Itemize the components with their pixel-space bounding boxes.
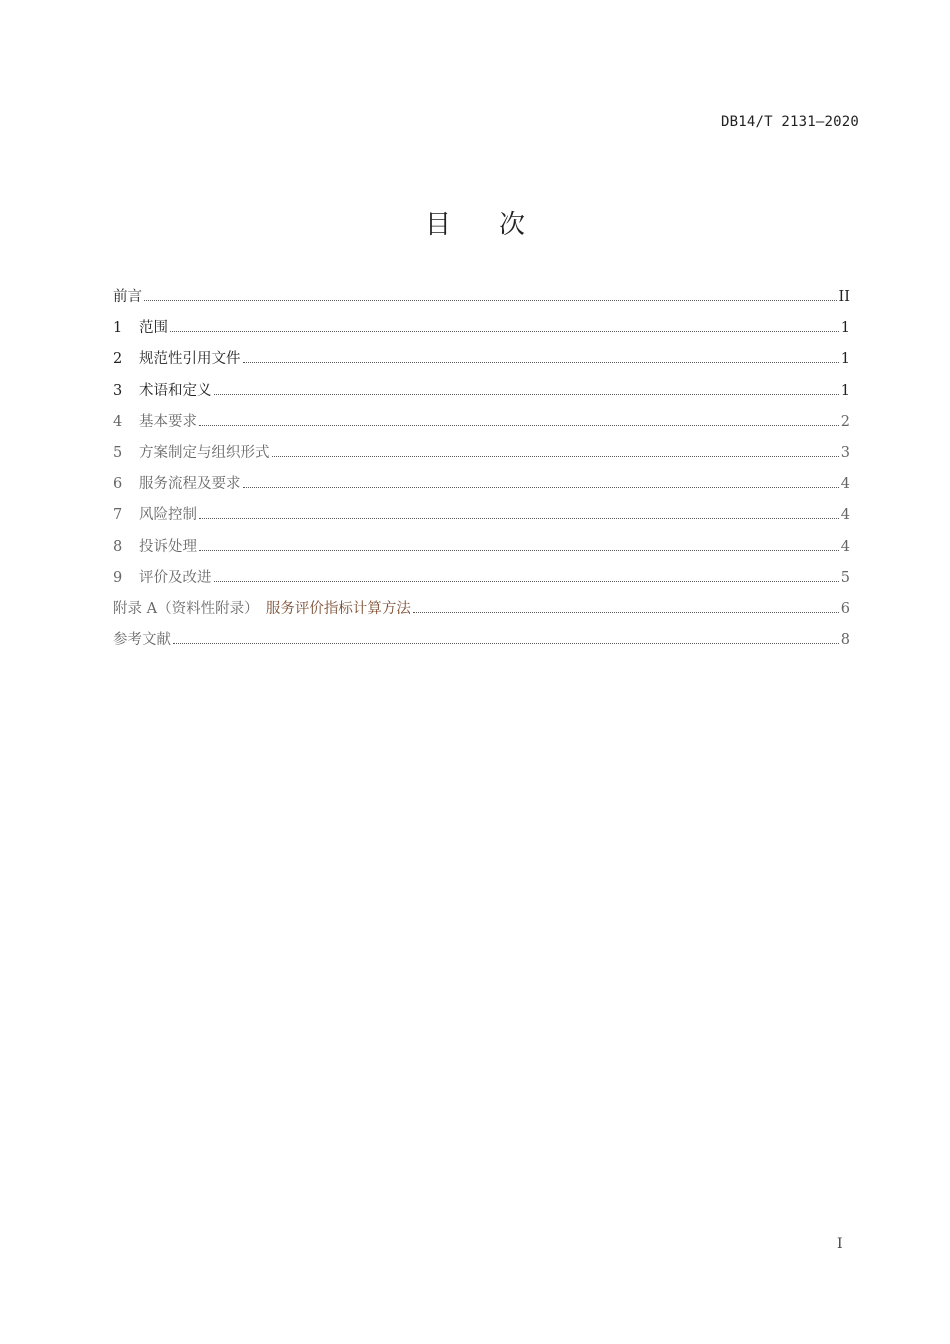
toc-entry[interactable]: [113, 629, 850, 660]
toc-dot-leader: [199, 424, 839, 426]
toc-entry[interactable]: [113, 286, 850, 317]
toc-dot-leader: [243, 361, 839, 363]
toc-dot-leader: [214, 393, 839, 395]
toc-dot-leader: [214, 580, 839, 582]
toc-dot-leader: [199, 549, 839, 551]
toc-entry-label-text: 服务流程及要求: [139, 476, 241, 493]
toc-entry[interactable]: [113, 317, 850, 348]
toc-entry-page: 3: [840, 444, 850, 461]
toc-title-char-1: 目: [424, 210, 451, 240]
toc-entry-label-text: 基本要求: [139, 413, 197, 430]
toc-entry-label: [139, 504, 197, 526]
toc-dot-leader: [272, 455, 839, 457]
toc-entry[interactable]: [113, 536, 850, 567]
toc-dot-leader: [173, 642, 839, 644]
toc-entry[interactable]: [113, 411, 850, 442]
toc-entry[interactable]: [113, 348, 850, 379]
toc-entry[interactable]: [113, 442, 850, 473]
toc-entry[interactable]: [113, 567, 850, 598]
toc-entry-label: [139, 442, 270, 464]
toc-entry-page: 4: [840, 538, 850, 555]
toc-entry-page: 2: [840, 413, 850, 430]
toc-entry-label-text: 规范性引用文件: [139, 351, 241, 368]
toc-entry-page: 1: [840, 320, 850, 337]
toc-entry-label: [113, 629, 171, 651]
toc-entry-label: [139, 536, 197, 558]
toc-entry-page: 4: [840, 507, 850, 524]
page-number: I: [837, 1236, 843, 1252]
toc-entry-label-text: 评价及改进: [139, 569, 212, 586]
toc-entry-number: 8: [113, 538, 123, 555]
toc-entry-label: [113, 286, 142, 308]
toc-entry-number: 7: [113, 507, 123, 524]
toc-dot-leader: [243, 486, 839, 488]
toc-title: [0, 204, 950, 241]
toc-entry-page: 1: [840, 382, 850, 399]
toc-entry-label-text: 范围: [139, 320, 168, 337]
toc-entry-page: II: [838, 289, 850, 305]
toc-entry-label-text: 术语和定义: [139, 382, 212, 399]
toc-dot-leader: [144, 299, 837, 301]
toc-entry[interactable]: [113, 380, 850, 411]
toc-title-char-2: 次: [499, 210, 526, 240]
toc-entry-label-text: 投诉处理: [139, 538, 197, 555]
toc-dot-leader: [170, 330, 839, 332]
toc-entry-label-text: 风险控制: [139, 507, 197, 524]
toc-entry-label: [113, 598, 411, 620]
toc-dot-leader: [413, 611, 839, 613]
toc-entry-label: [139, 473, 241, 495]
toc-entry-number: 3: [113, 382, 123, 399]
toc-entry-number: 2: [113, 351, 123, 368]
toc-entry-label-text: 附录 A（资料性附录）: [113, 600, 266, 617]
toc-entry-page: 4: [840, 476, 850, 493]
toc-entry-page: 5: [840, 569, 850, 586]
toc-entry-number: 6: [113, 476, 123, 493]
toc-entry-page: 6: [840, 600, 850, 617]
toc-entry-number: 1: [113, 320, 123, 337]
toc-entry-page: 1: [840, 351, 850, 368]
toc-entry-label-text: 前言: [113, 289, 142, 305]
toc-dot-leader: [199, 517, 839, 519]
toc-entry-number: 5: [113, 444, 123, 461]
document-number: DB14/T 2131—2020: [720, 114, 859, 130]
table-of-contents: [113, 286, 850, 660]
toc-entry[interactable]: [113, 504, 850, 535]
toc-entry-label-subtitle: 服务评价指标计算方法: [265, 600, 411, 617]
toc-entry-page: 8: [840, 632, 850, 649]
toc-entry-label: [139, 567, 212, 589]
toc-entry-number: 4: [113, 413, 123, 430]
toc-entry-label: [139, 317, 168, 339]
toc-entry-label: [139, 348, 241, 370]
toc-entry-label: [139, 411, 197, 433]
toc-entry-number: 9: [113, 569, 123, 586]
toc-entry[interactable]: [113, 473, 850, 504]
toc-entry-label-text: 参考文献: [113, 632, 171, 649]
toc-entry[interactable]: [113, 598, 850, 629]
toc-entry-label: [139, 380, 212, 402]
toc-entry-label-text: 方案制定与组织形式: [139, 444, 270, 461]
